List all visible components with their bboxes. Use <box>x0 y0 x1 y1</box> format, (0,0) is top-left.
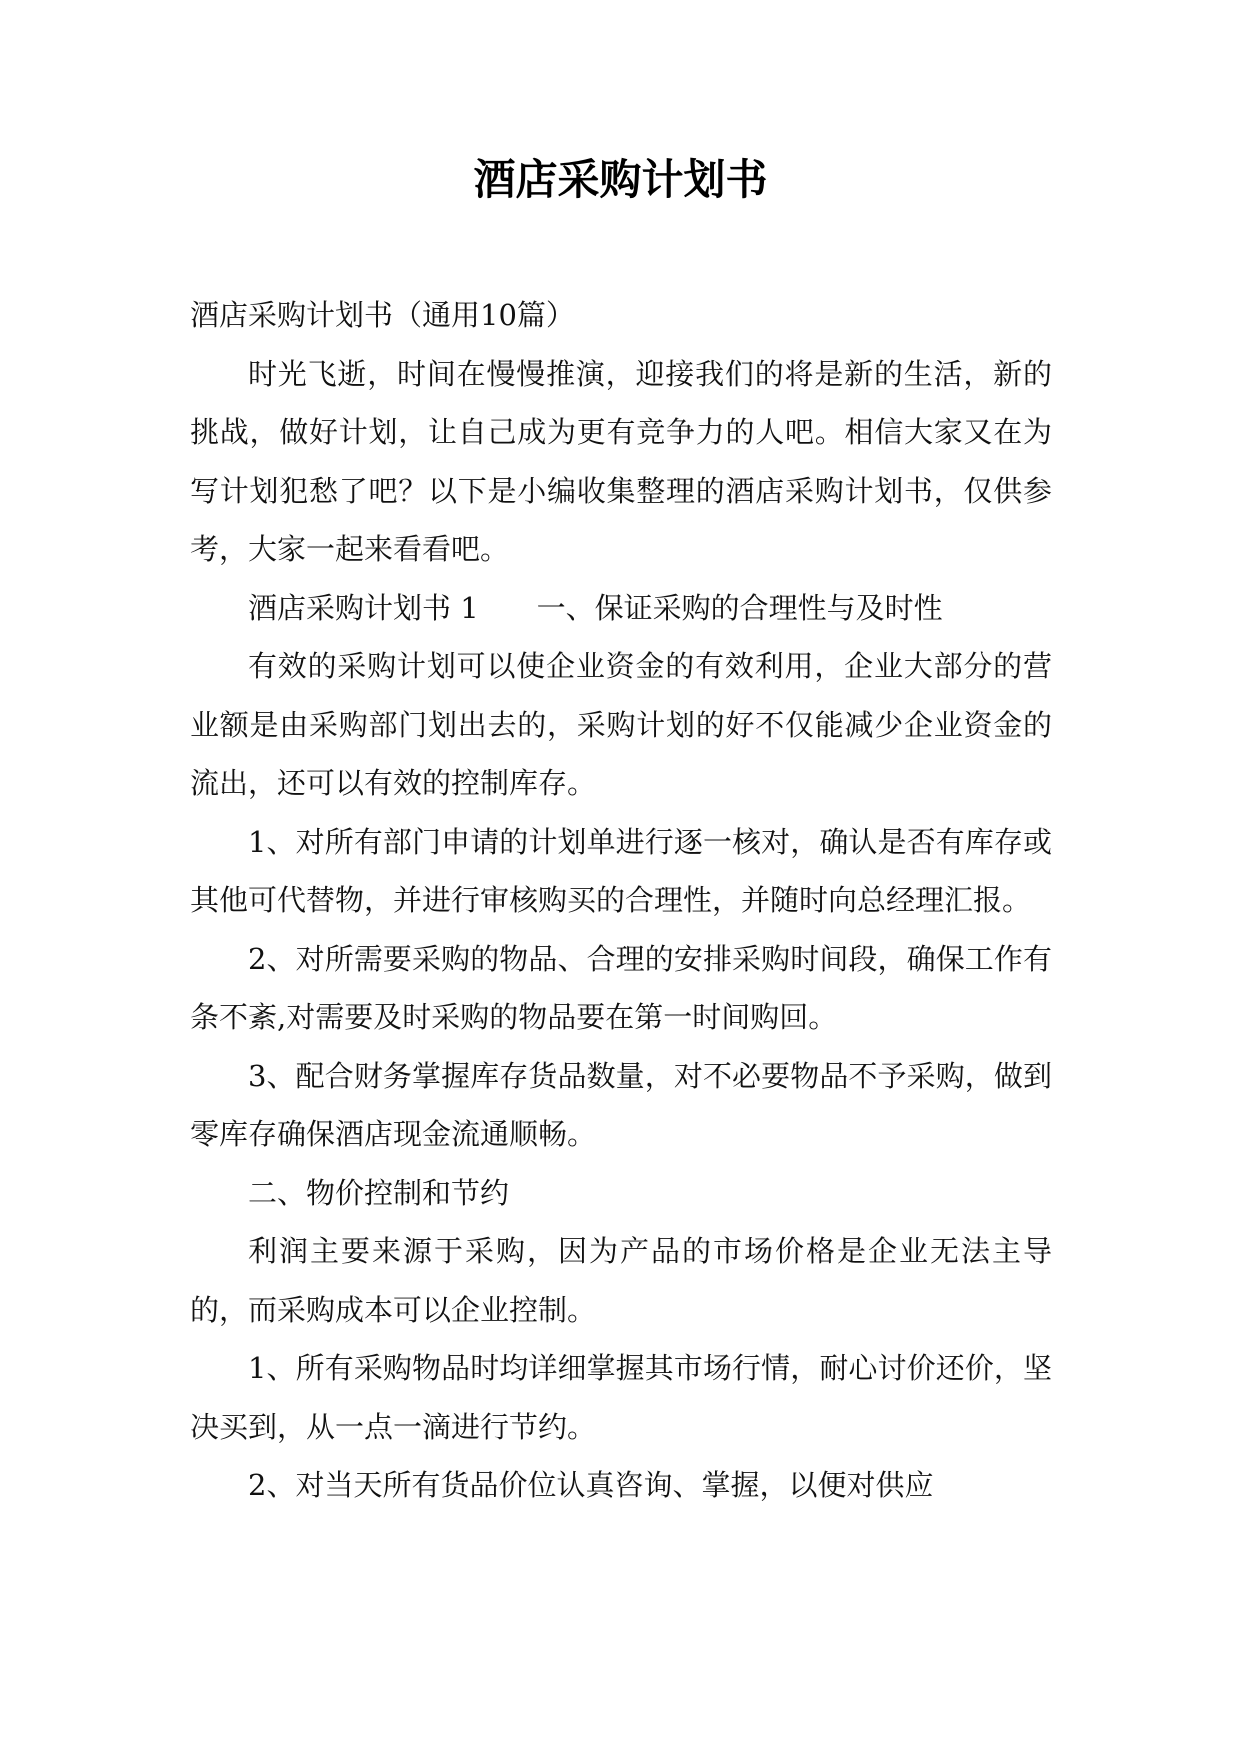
paragraph: 1、对所有部门申请的计划单进行逐一核对，确认是否有库存或其他可代替物，并进行审核购买的合理性，并随时向总经理汇报。 <box>190 824 1052 917</box>
paragraph: 有效的采购计划可以使企业资金的有效利用，企业大部分的营业额是由采购部门划出去的，采购计划的好不仅能减少企业资金的流出，还可以有效的控制库存。 <box>190 649 1052 800</box>
paragraph: 二、物价控制和节约 <box>248 1175 510 1210</box>
paragraph: 1、所有采购物品时均详细掌握其市场行情，耐心讨价还价，坚决买到，从一点一滴进行节约。 <box>190 1351 1052 1444</box>
document-title: 酒店采购计划书 <box>473 155 768 204</box>
paragraph: 2、对当天所有货品价位认真咨询、掌握，以便对供应 <box>248 1468 934 1502</box>
paragraph: 酒店采购计划书 1 一、保证采购的合理性与及时性 <box>248 590 943 625</box>
paragraph: 时光飞逝，时间在慢慢推演，迎接我们的将是新的生活，新的挑战，做好计划，让自己成为更有竞争力的人吧。相信大家又在为写计划犯愁了吧？以下是小编收集整理的酒店采购计划书，仅供参考，大家一起来看看吧。 <box>190 356 1052 566</box>
paragraph: 2、对所需要采购的物品、合理的安排采购时间段，确保工作有条不紊,对需要及时采购的物品要在第一时间购回。 <box>190 941 1052 1034</box>
paragraph: 酒店采购计划书（通用10篇） <box>190 298 575 332</box>
document-body <box>190 286 1052 1515</box>
paragraph: 3、配合财务掌握库存货品数量，对不必要物品不予采购，做到零库存确保酒店现金流通顺畅。 <box>190 1058 1052 1151</box>
paragraph: 利润主要来源于采购，因为产品的市场价格是企业无法主导的，而采购成本可以企业控制。 <box>190 1234 1052 1327</box>
